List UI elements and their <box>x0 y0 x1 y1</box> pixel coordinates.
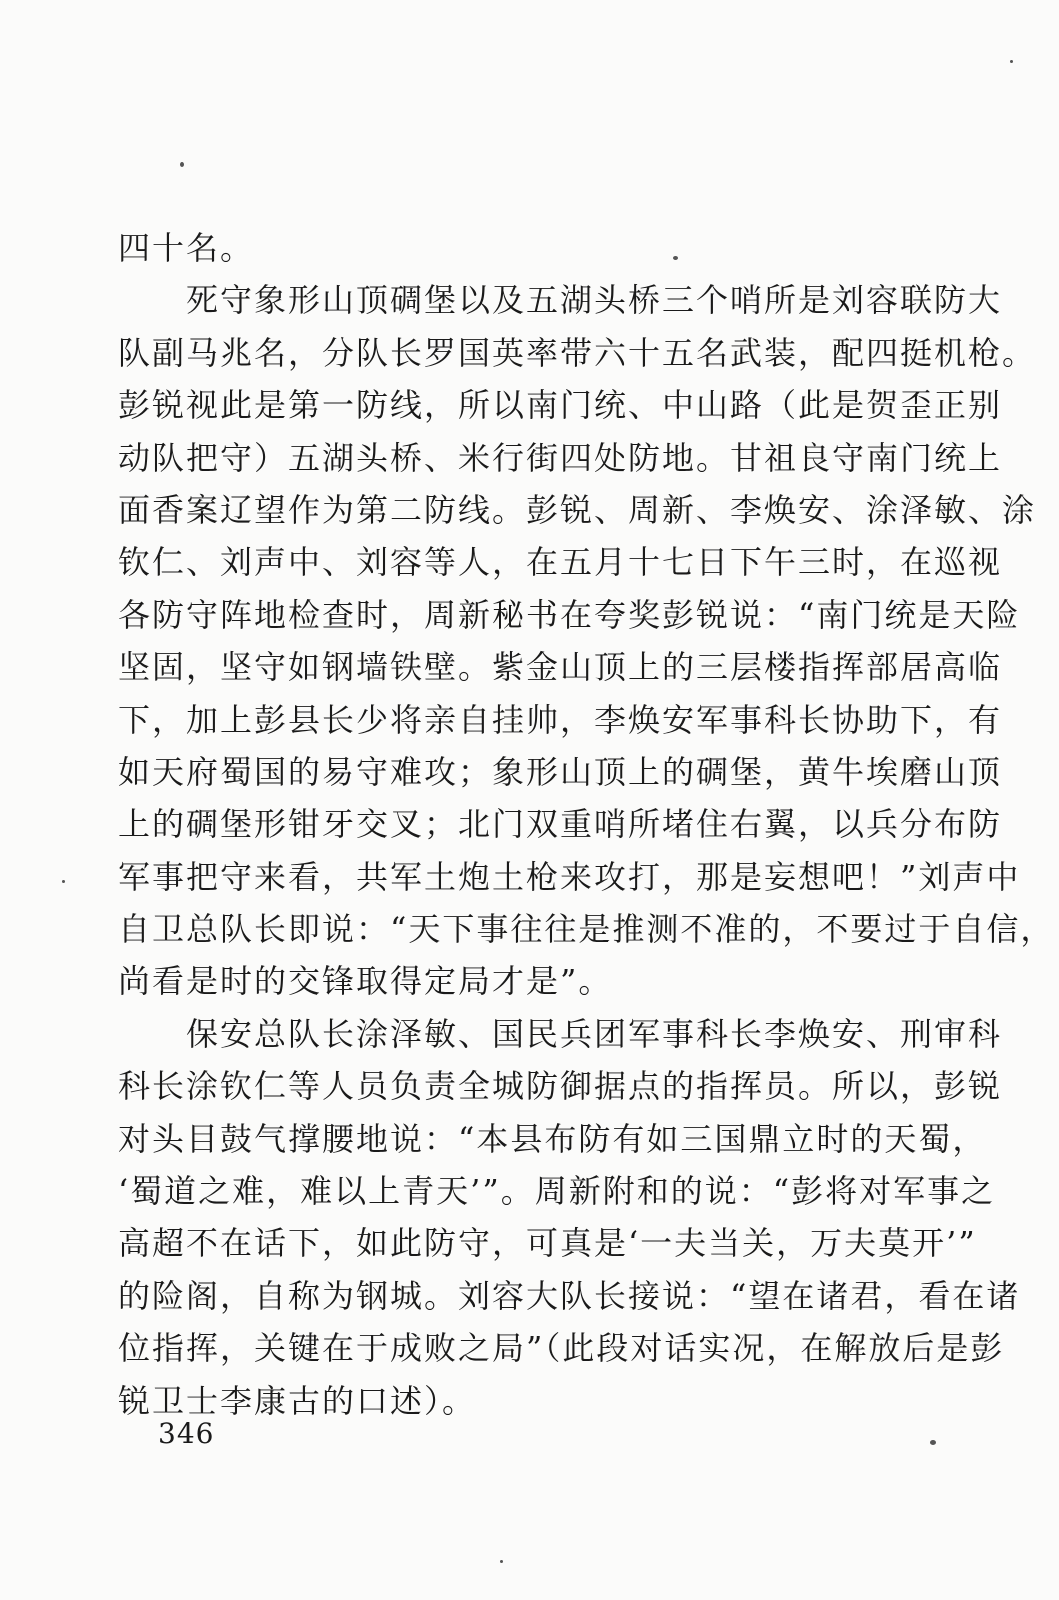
text-line: 如天府蜀国的易守难攻；象形山顶上的碉堡，黄牛埃磨山顶 <box>118 752 1003 791</box>
text-line: 动队把守）五湖头桥、米行街四处防地。甘祖良守南门统上 <box>118 438 1003 477</box>
text-line: 下，加上彭县长少将亲自挂帅，李焕安军事科长协助下，有 <box>118 700 1003 739</box>
page-number: 346 <box>158 1417 215 1450</box>
body-text <box>118 222 1055 1427</box>
scan-speck <box>180 162 184 167</box>
text-line: 尚看是时的交锋取得定局才是”。 <box>118 962 613 1001</box>
text-line: 保安总队长涂泽敏、国民兵团军事科长李焕安、刑审科 <box>118 1014 1003 1053</box>
text-line: 对头目鼓气撑腰地说：“本县布防有如三国鼎立时的天蜀， <box>118 1119 987 1158</box>
text-line: 锐卫士李康古的口述）。 <box>118 1381 477 1420</box>
text-line: 军事把守来看，共军土炮土枪来攻打，那是妄想吧！”刘声中 <box>118 857 1021 896</box>
text-line: 上的碉堡形钳牙交叉；北门双重哨所堵住右翼，以兵分布防 <box>118 805 1003 844</box>
text-line: 面香案辽望作为第二防线。彭锐、周新、李焕安、涂泽敏、涂 <box>118 490 1037 529</box>
scan-speck <box>62 880 65 883</box>
text-line: 队副马兆名，分队长罗国英率带六十五名武装，配四挺机枪。 <box>118 333 1037 372</box>
text-line: 自卫总队长即说：“天下事往往是推测不准的，不要过于自信， <box>118 910 1055 949</box>
text-line: 彭锐视此是第一防线，所以南门统、中山路（此是贺歪正别 <box>118 386 1003 425</box>
text-line: 各防守阵地检查时，周新秘书在夸奖彭锐说：“南门统是天险 <box>118 595 1021 634</box>
text-line: 科长涂钦仁等人员负责全城防御据点的指挥员。所以，彭锐 <box>118 1067 1003 1106</box>
scan-speck <box>500 1560 503 1563</box>
text-line: 高超不在话下，如此防守，可真是‘一夫当关，万夫莫开’” <box>118 1224 977 1263</box>
text-line: 坚固，坚守如钢墙铁壁。紫金山顶上的三层楼指挥部居高临 <box>118 648 1003 687</box>
text-line: 的险阁，自称为钢城。刘容大队长接说：“望在诸君，看在诸 <box>118 1276 1021 1315</box>
scan-speck <box>1010 60 1013 63</box>
text-line: 死守象形山顶碉堡以及五湖头桥三个哨所是刘容联防大 <box>118 281 1003 320</box>
text-line: 钦仁、刘声中、刘容等人，在五月十七日下午三时，在巡视 <box>118 543 1003 582</box>
text-line: ‘蜀道之难，难以上青天’”。周新附和的说：“彭将对军事之 <box>118 1172 996 1211</box>
scan-speck <box>673 256 678 260</box>
scan-speck <box>930 1440 936 1445</box>
text-line: 四十名。 <box>118 229 255 267</box>
text-line: 位指挥，关键在于成败之局”（此段对话实况，在解放后是彭 <box>118 1329 1005 1368</box>
